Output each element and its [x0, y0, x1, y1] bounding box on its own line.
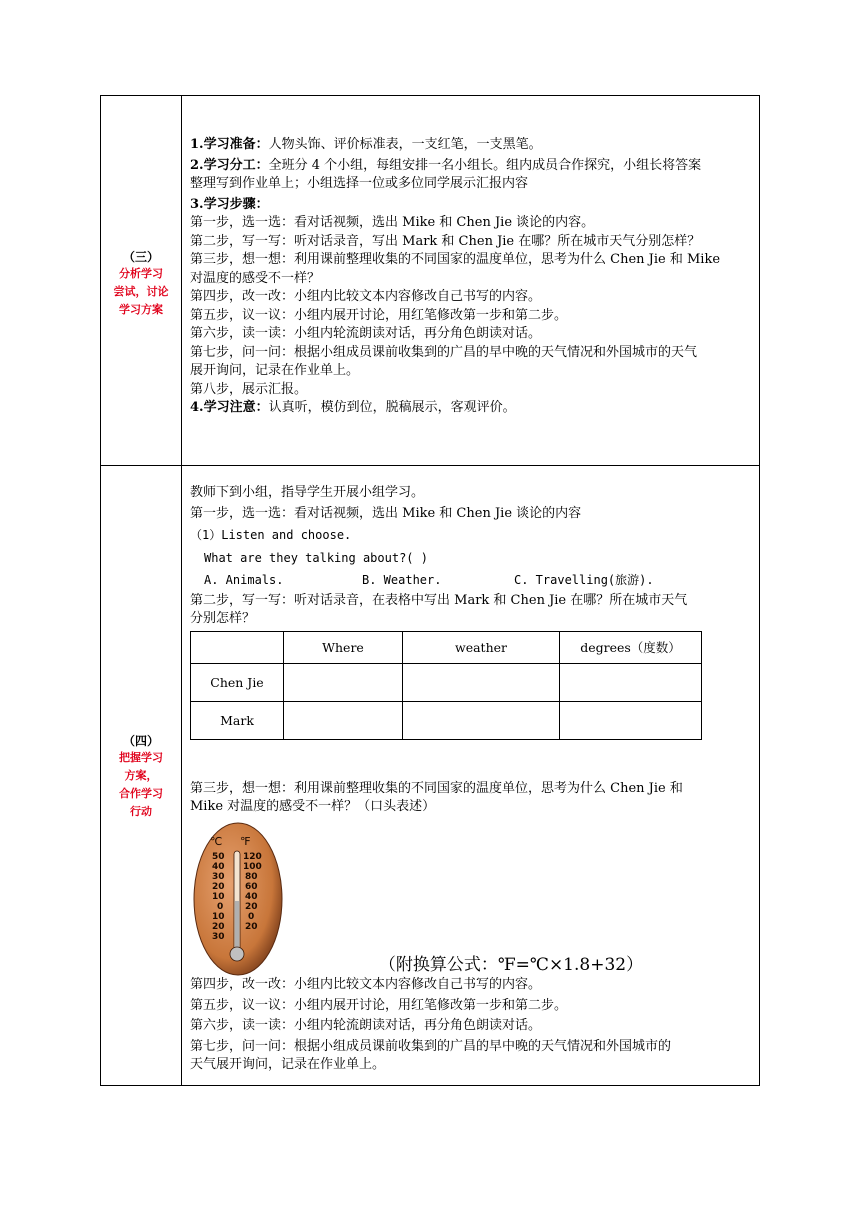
- step6-line: 第六步，读一读：小组内轮流朗读对话，再分角色朗读对话。: [190, 1018, 542, 1033]
- table-header-cell: degrees（度数）: [560, 631, 702, 663]
- fahrenheit-tick: 0: [248, 911, 255, 922]
- table-row: [191, 663, 702, 701]
- section-3-content: [182, 96, 760, 466]
- celsius-tick: 30: [212, 931, 225, 942]
- section-4-number: （四）: [122, 734, 159, 748]
- table-header-cell: [191, 631, 284, 663]
- notes-text: 认真听，模仿到位，脱稿展示，客观评价。: [268, 400, 516, 415]
- table-cell[interactable]: [284, 701, 403, 739]
- section-4-label-line: 行动: [130, 805, 152, 818]
- conversion-formula: （附换算公式：℉=℃×1.8+32）: [378, 954, 644, 975]
- table-header-cell: weather: [403, 631, 560, 663]
- table-cell: Chen Jie: [191, 663, 284, 701]
- step-line: 第二步，写一写：听对话录音，写出 Mark 和 Chen Jie 在哪？所在城市天气分别怎样？: [190, 233, 701, 249]
- step-line: 第七步，问一问：根据小组成员课前收集到的广昌的早中晚的天气情况和外国城市的天气: [190, 344, 698, 360]
- fahrenheit-tick: 20: [245, 921, 258, 932]
- division-paragraph: [190, 157, 752, 176]
- fahrenheit-tick: 20: [245, 901, 258, 912]
- section-4-row: [101, 466, 760, 1086]
- fahrenheit-unit: ℉: [240, 834, 251, 848]
- table-cell[interactable]: [560, 663, 702, 701]
- celsius-tick: 30: [212, 871, 225, 882]
- section-3-label-cell: [101, 96, 182, 466]
- option-c: C. Travelling(旅游).: [514, 573, 654, 587]
- fahrenheit-tick: 40: [245, 891, 258, 902]
- celsius-unit: ℃: [210, 834, 223, 848]
- section-3-label-line: 尝试，讨论: [113, 285, 169, 298]
- table-cell[interactable]: [560, 701, 702, 739]
- table-cell[interactable]: [403, 701, 560, 739]
- step-line: 对温度的感受不一样？: [190, 270, 321, 286]
- table-cell: Mark: [191, 701, 284, 739]
- celsius-tick: 20: [212, 921, 225, 932]
- step2-line-2: 分别怎样？: [190, 611, 256, 626]
- fahrenheit-tick: 120: [243, 851, 262, 862]
- celsius-tick: 10: [212, 891, 225, 902]
- step7-line: 第七步，问一问：根据小组成员课前收集到的广昌的早中晚的天气情况和外国城市的: [190, 1038, 672, 1054]
- thermometer-icon: [190, 821, 290, 976]
- lesson-plan-table: [100, 95, 760, 1086]
- table-cell[interactable]: [403, 663, 560, 701]
- section-4-label-line: 方案，: [124, 769, 158, 782]
- table-cell[interactable]: [284, 663, 403, 701]
- division-text-2: 整理写到作业单上；小组选择一位或多位同学展示汇报内容: [190, 176, 529, 191]
- step-line: 第八步，展示汇报。: [190, 381, 308, 397]
- section-4-label-line: 把握学习: [119, 751, 163, 764]
- table-header-row: [191, 631, 702, 663]
- table-header-cell: Where: [284, 631, 403, 663]
- step5-line: 第五步，议一议：小组内展开讨论，用红笔修改第一步和第二步。: [190, 997, 568, 1013]
- step-line: 第一步，选一选：看对话视频，选出 Mike 和 Chen Jie 谈论的内容。: [190, 215, 595, 230]
- celsius-tick: 0: [217, 901, 224, 912]
- fahrenheit-tick: 100: [243, 861, 262, 872]
- step-line: 第三步，想一想：利用课前整理收集的不同国家的温度单位，思考为什么 Chen Jie 和 Mike: [190, 252, 721, 267]
- step-line: 第四步，改一改：小组内比较文本内容修改自己书写的内容。: [190, 289, 542, 304]
- step-line: 第五步，议一议：小组内展开讨论，用红笔修改第一步和第二步。: [190, 307, 568, 323]
- option-b: B. Weather.: [362, 573, 442, 587]
- celsius-tick: 10: [212, 911, 225, 922]
- celsius-tick: 50: [212, 851, 225, 862]
- prep-text: 人物头饰、评价标准表，一支红笔，一支黑笔。: [268, 137, 542, 152]
- section-4-label-cell: [101, 466, 182, 1086]
- step2-line: 第二步，写一写：听对话录音，在表格中写出 Mark 和 Chen Jie 在哪？所在城市天气: [190, 592, 688, 608]
- thermometer-image: [190, 821, 290, 976]
- steps-title: 3.学习步骤：: [190, 196, 269, 212]
- fahrenheit-tick: 80: [245, 871, 258, 882]
- section-4-label-line: 合作学习: [119, 787, 163, 800]
- step3-line-2: Mike 对温度的感受不一样？（口头表述）: [190, 799, 436, 814]
- intro-line: 教师下到小组，指导学生开展小组学习。: [190, 485, 425, 500]
- step-line: 第六步，读一读：小组内轮流朗读对话，再分角色朗读对话。: [190, 326, 542, 341]
- step3-line: 第三步，想一想：利用课前整理收集的不同国家的温度单位，思考为什么 Chen Jie 和: [190, 780, 683, 796]
- section-3-label-line: 学习方案: [119, 303, 163, 316]
- step-line: 展开询问，记录在作业单上。: [190, 363, 360, 378]
- fahrenheit-tick: 60: [245, 881, 258, 892]
- listen-line: （1）Listen and choose.: [190, 528, 352, 542]
- prep-paragraph: [190, 136, 752, 155]
- options-line: [190, 571, 752, 590]
- step7-line-2: 天气展开询问，记录在作业单上。: [190, 1057, 386, 1072]
- section-3-number: （三）: [122, 250, 159, 264]
- prep-title: 1.学习准备：: [190, 137, 269, 152]
- section-3-label-line: 分析学习: [119, 267, 163, 280]
- celsius-tick: 20: [212, 881, 225, 892]
- step4-line: 第四步，改一改：小组内比较文本内容修改自己书写的内容。: [190, 977, 542, 992]
- option-a: A. Animals.: [204, 573, 284, 587]
- division-text: 全班分 4 个小组，每组安排一名小组长。组内成员合作探究，小组长将答案: [268, 157, 702, 173]
- section-4-content: [182, 466, 760, 1086]
- question-line: What are they talking about?( ): [204, 550, 428, 565]
- weather-table: [190, 631, 702, 740]
- step1-line: 第一步，选一选：看对话视频，选出 Mike 和 Chen Jie 谈论的内容: [190, 505, 582, 521]
- celsius-tick: 40: [212, 861, 225, 872]
- notes-title: 4.学习注意：: [190, 400, 269, 415]
- section-3-row: [101, 96, 760, 466]
- division-title: 2.学习分工：: [190, 157, 269, 173]
- table-row: [191, 701, 702, 739]
- notes-paragraph: [190, 399, 752, 418]
